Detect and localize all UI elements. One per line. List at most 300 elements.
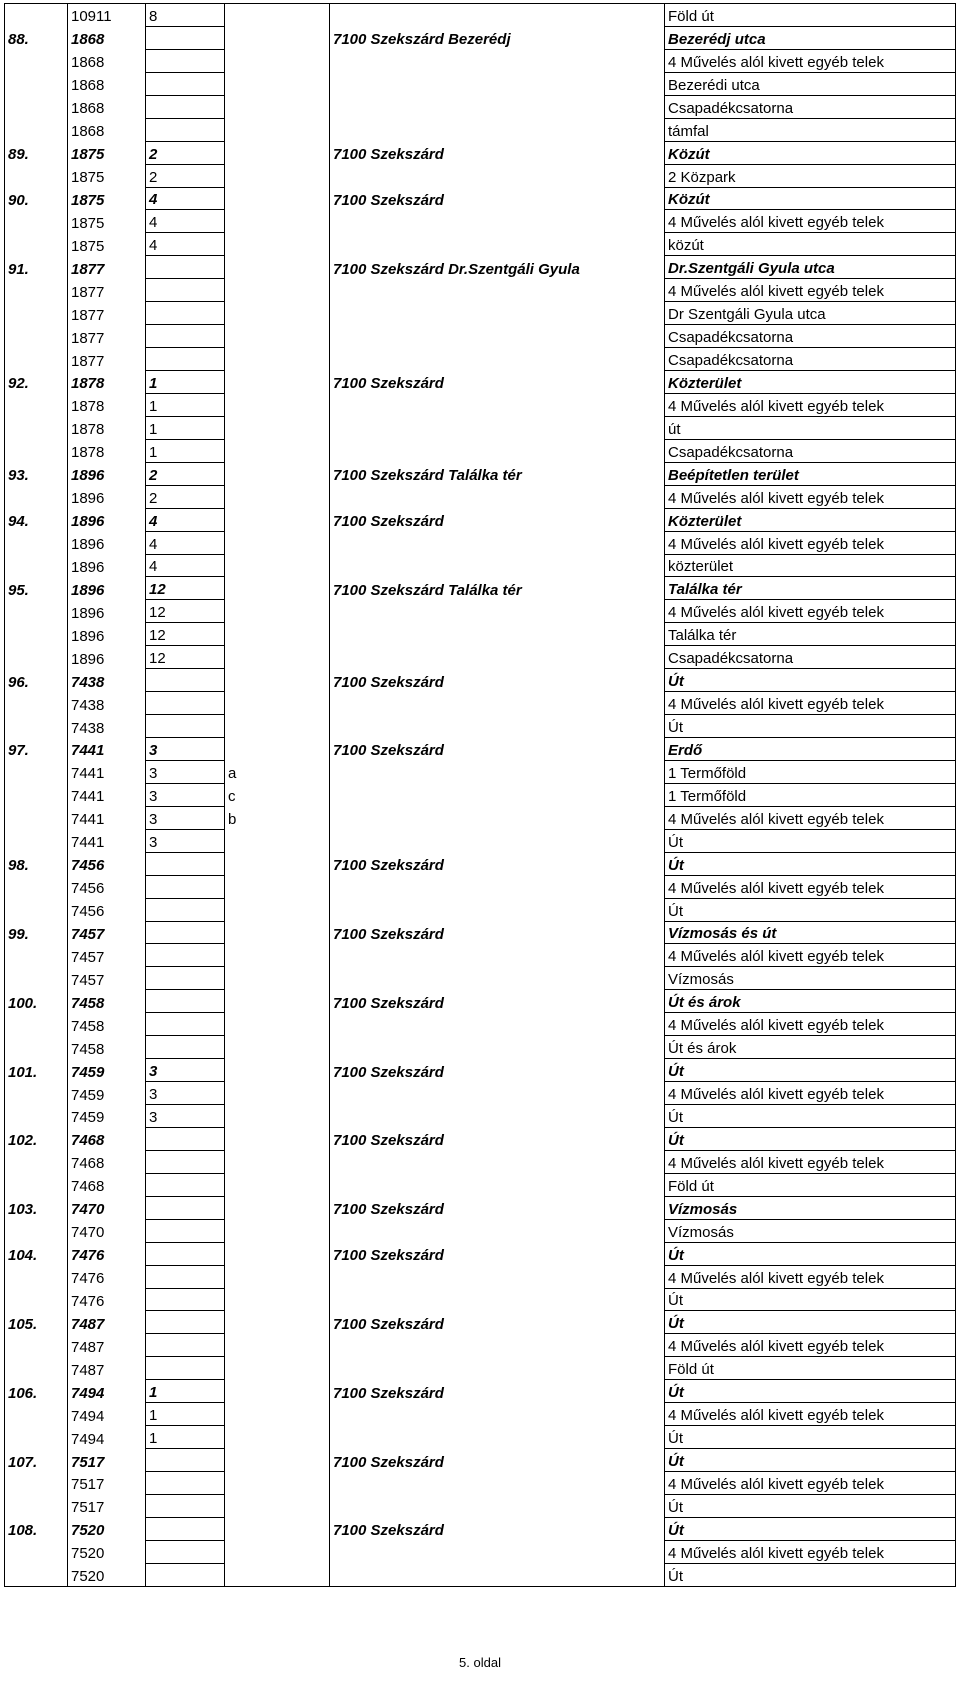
sub-number-cell: 1 (146, 1426, 225, 1449)
parcel-number-cell: 1878 (68, 416, 146, 439)
land-use-cell: 4 Művelés alól kivett egyéb telek (665, 531, 956, 554)
sub-letter-cell (225, 1540, 330, 1563)
address-cell (330, 875, 665, 898)
sub-number-cell: 1 (146, 1403, 225, 1426)
land-use-cell: 4 Művelés alól kivett egyéb telek (665, 1150, 956, 1173)
parcel-header-row (5, 1059, 956, 1082)
parcel-number-cell: 7458 (68, 990, 146, 1013)
parcel-detail-row (5, 1426, 956, 1449)
row-number-cell: 99. (5, 921, 68, 944)
sub-number-cell (146, 1357, 225, 1380)
land-use-cell: Csapadékcsatorna (665, 348, 956, 371)
sub-letter-cell (225, 1105, 330, 1128)
sub-letter-cell (225, 898, 330, 921)
sub-letter-cell (225, 1036, 330, 1059)
property-table (4, 3, 956, 1587)
sub-letter-cell (225, 1265, 330, 1288)
sub-number-cell: 3 (146, 1059, 225, 1082)
address-cell (330, 623, 665, 646)
parcel-detail-row (5, 829, 956, 852)
sub-number-cell: 12 (146, 600, 225, 623)
row-number-cell: 89. (5, 141, 68, 164)
parcel-detail-row (5, 531, 956, 554)
address-cell (330, 485, 665, 508)
row-number-cell (5, 1540, 68, 1563)
sub-number-cell (146, 944, 225, 967)
sub-number-cell (146, 49, 225, 72)
parcel-detail-row (5, 1403, 956, 1426)
parcel-header-row (5, 738, 956, 761)
address-cell (330, 1105, 665, 1128)
address-cell (330, 692, 665, 715)
land-use-cell: 1 Termőföld (665, 783, 956, 806)
parcel-number-cell: 1877 (68, 279, 146, 302)
parcel-number-cell: 1877 (68, 325, 146, 348)
parcel-header-row (5, 921, 956, 944)
address-cell: 7100 Szekszárd (330, 187, 665, 210)
parcel-number-cell: 7494 (68, 1403, 146, 1426)
sub-number-cell (146, 1173, 225, 1196)
sub-number-cell (146, 1036, 225, 1059)
address-cell: 7100 Szekszárd (330, 371, 665, 394)
sub-number-cell: 3 (146, 1082, 225, 1105)
sub-number-cell (146, 1472, 225, 1495)
sub-letter-cell (225, 600, 330, 623)
parcel-number-cell: 1868 (68, 95, 146, 118)
address-cell (330, 1357, 665, 1380)
row-number-cell (5, 875, 68, 898)
parcel-number-cell: 7441 (68, 738, 146, 761)
row-number-cell: 93. (5, 462, 68, 485)
sub-letter-cell (225, 531, 330, 554)
parcel-header-row (5, 26, 956, 49)
parcel-number-cell: 1896 (68, 646, 146, 669)
parcel-detail-row (5, 485, 956, 508)
sub-letter-cell: a (225, 760, 330, 783)
row-number-cell (5, 439, 68, 462)
parcel-detail-row (5, 1540, 956, 1563)
row-number-cell (5, 348, 68, 371)
land-use-cell: Közterület (665, 371, 956, 394)
land-use-cell: Út (665, 1449, 956, 1472)
parcel-detail-row (5, 325, 956, 348)
address-cell: 7100 Szekszárd (330, 1059, 665, 1082)
parcel-detail-row (5, 600, 956, 623)
parcel-detail-row (5, 898, 956, 921)
parcel-header-row (5, 669, 956, 692)
sub-number-cell: 1 (146, 439, 225, 462)
address-cell (330, 1540, 665, 1563)
land-use-cell: Csapadékcsatorna (665, 439, 956, 462)
sub-letter-cell (225, 1517, 330, 1540)
land-use-cell: 4 Művelés alól kivett egyéb telek (665, 1403, 956, 1426)
land-use-cell: 4 Művelés alól kivett egyéb telek (665, 692, 956, 715)
parcel-header-row (5, 141, 956, 164)
address-cell (330, 164, 665, 187)
sub-number-cell (146, 1334, 225, 1357)
parcel-detail-row (5, 302, 956, 325)
parcel-detail-row (5, 646, 956, 669)
address-cell: 7100 Szekszárd (330, 508, 665, 531)
parcel-detail-row (5, 1219, 956, 1242)
land-use-cell: Föld út (665, 4, 956, 27)
sub-letter-cell (225, 256, 330, 279)
sub-number-cell (146, 279, 225, 302)
parcel-number-cell: 7517 (68, 1449, 146, 1472)
parcel-detail-row (5, 715, 956, 738)
parcel-detail-row (5, 1173, 956, 1196)
sub-letter-cell (225, 646, 330, 669)
address-cell (330, 760, 665, 783)
address-cell (330, 1150, 665, 1173)
sub-number-cell: 4 (146, 233, 225, 256)
address-cell (330, 416, 665, 439)
sub-number-cell: 12 (146, 577, 225, 600)
address-cell (330, 1426, 665, 1449)
sub-number-cell (146, 1013, 225, 1036)
parcel-header-row (5, 371, 956, 394)
address-cell (330, 1173, 665, 1196)
sub-letter-cell (225, 1219, 330, 1242)
row-number-cell (5, 554, 68, 577)
land-use-cell: 4 Művelés alól kivett egyéb telek (665, 1540, 956, 1563)
parcel-number-cell: 1868 (68, 49, 146, 72)
sub-number-cell: 12 (146, 646, 225, 669)
sub-letter-cell (225, 554, 330, 577)
address-cell (330, 439, 665, 462)
sub-letter-cell (225, 1334, 330, 1357)
row-number-cell: 108. (5, 1517, 68, 1540)
parcel-detail-row (5, 967, 956, 990)
parcel-number-cell: 7457 (68, 921, 146, 944)
parcel-detail-row (5, 944, 956, 967)
sub-letter-cell (225, 95, 330, 118)
row-number-cell (5, 967, 68, 990)
row-number-cell (5, 1265, 68, 1288)
row-number-cell (5, 416, 68, 439)
sub-letter-cell (225, 1380, 330, 1403)
address-cell: 7100 Szekszárd (330, 669, 665, 692)
sub-number-cell: 4 (146, 531, 225, 554)
row-number-cell (5, 325, 68, 348)
row-number-cell (5, 806, 68, 829)
parcel-number-cell: 1875 (68, 141, 146, 164)
sub-letter-cell (225, 738, 330, 761)
parcel-detail-row (5, 623, 956, 646)
parcel-number-cell: 7438 (68, 669, 146, 692)
sub-letter-cell (225, 233, 330, 256)
sub-letter-cell (225, 852, 330, 875)
land-use-cell: Bezerédj utca (665, 26, 956, 49)
parcel-detail-row (5, 4, 956, 27)
parcel-number-cell: 1868 (68, 118, 146, 141)
land-use-cell: Csapadékcsatorna (665, 325, 956, 348)
row-number-cell (5, 1036, 68, 1059)
address-cell (330, 1265, 665, 1288)
land-use-cell: Föld út (665, 1173, 956, 1196)
land-use-cell: Vízmosás (665, 1219, 956, 1242)
parcel-detail-row (5, 1265, 956, 1288)
sub-number-cell (146, 72, 225, 95)
parcel-header-row (5, 187, 956, 210)
parcel-number-cell: 7457 (68, 967, 146, 990)
sub-number-cell (146, 325, 225, 348)
parcel-detail-row (5, 49, 956, 72)
parcel-number-cell: 1896 (68, 462, 146, 485)
row-number-cell (5, 760, 68, 783)
sub-letter-cell (225, 1426, 330, 1449)
property-table-body (5, 4, 956, 1587)
sub-letter-cell (225, 118, 330, 141)
address-cell (330, 1288, 665, 1311)
sub-letter-cell (225, 1127, 330, 1150)
sub-number-cell (146, 669, 225, 692)
land-use-cell: Találka tér (665, 577, 956, 600)
row-number-cell (5, 1013, 68, 1036)
row-number-cell (5, 783, 68, 806)
parcel-header-row (5, 577, 956, 600)
address-cell: 7100 Szekszárd (330, 1517, 665, 1540)
address-cell (330, 72, 665, 95)
land-use-cell: 4 Művelés alól kivett egyéb telek (665, 875, 956, 898)
land-use-cell: 4 Művelés alól kivett egyéb telek (665, 49, 956, 72)
parcel-number-cell: 7468 (68, 1150, 146, 1173)
sub-letter-cell (225, 1494, 330, 1517)
row-number-cell (5, 164, 68, 187)
sub-number-cell (146, 302, 225, 325)
address-cell (330, 554, 665, 577)
parcel-number-cell: 7456 (68, 875, 146, 898)
address-cell (330, 1036, 665, 1059)
land-use-cell: Út és árok (665, 1036, 956, 1059)
row-number-cell: 105. (5, 1311, 68, 1334)
land-use-cell: Út (665, 1517, 956, 1540)
land-use-cell: Vízmosás és út (665, 921, 956, 944)
sub-letter-cell (225, 715, 330, 738)
land-use-cell: Út (665, 1311, 956, 1334)
sub-number-cell: 4 (146, 187, 225, 210)
parcel-number-cell: 7494 (68, 1380, 146, 1403)
row-number-cell (5, 1357, 68, 1380)
address-cell: 7100 Szekszárd (330, 852, 665, 875)
sub-number-cell: 2 (146, 462, 225, 485)
parcel-number-cell: 7476 (68, 1288, 146, 1311)
sub-letter-cell (225, 508, 330, 531)
sub-letter-cell (225, 1288, 330, 1311)
land-use-cell: 4 Művelés alól kivett egyéb telek (665, 1472, 956, 1495)
parcel-number-cell: 7468 (68, 1173, 146, 1196)
parcel-number-cell: 1877 (68, 302, 146, 325)
parcel-detail-row (5, 164, 956, 187)
land-use-cell: Föld út (665, 1357, 956, 1380)
sub-letter-cell (225, 577, 330, 600)
parcel-header-row (5, 1242, 956, 1265)
parcel-number-cell: 1896 (68, 600, 146, 623)
address-cell (330, 531, 665, 554)
sub-letter-cell (225, 416, 330, 439)
parcel-detail-row (5, 783, 956, 806)
parcel-detail-row (5, 1105, 956, 1128)
sub-number-cell (146, 967, 225, 990)
parcel-number-cell: 7441 (68, 783, 146, 806)
land-use-cell: Út (665, 1288, 956, 1311)
parcel-detail-row (5, 806, 956, 829)
address-cell: 7100 Szekszárd Találka tér (330, 577, 665, 600)
parcel-number-cell: 7458 (68, 1013, 146, 1036)
parcel-detail-row (5, 72, 956, 95)
parcel-number-cell: 1896 (68, 485, 146, 508)
row-number-cell (5, 1173, 68, 1196)
parcel-number-cell: 1868 (68, 26, 146, 49)
sub-number-cell: 4 (146, 508, 225, 531)
parcel-number-cell: 1877 (68, 348, 146, 371)
sub-letter-cell (225, 485, 330, 508)
sub-number-cell: 8 (146, 4, 225, 27)
parcel-number-cell: 1868 (68, 72, 146, 95)
land-use-cell: Út (665, 669, 956, 692)
land-use-cell: 4 Művelés alól kivett egyéb telek (665, 806, 956, 829)
parcel-number-cell: 1875 (68, 187, 146, 210)
sub-letter-cell (225, 967, 330, 990)
sub-number-cell (146, 1196, 225, 1219)
land-use-cell: Út (665, 715, 956, 738)
sub-number-cell (146, 921, 225, 944)
sub-letter-cell (225, 72, 330, 95)
sub-number-cell (146, 990, 225, 1013)
parcel-number-cell: 7520 (68, 1540, 146, 1563)
row-number-cell: 107. (5, 1449, 68, 1472)
sub-letter-cell (225, 164, 330, 187)
row-number-cell (5, 279, 68, 302)
address-cell (330, 325, 665, 348)
sub-letter-cell: c (225, 783, 330, 806)
row-number-cell (5, 1150, 68, 1173)
parcel-number-cell: 1878 (68, 393, 146, 416)
address-cell: 7100 Szekszárd Dr.Szentgáli Gyula (330, 256, 665, 279)
sub-number-cell (146, 1311, 225, 1334)
parcel-number-cell: 7517 (68, 1494, 146, 1517)
sub-number-cell (146, 1265, 225, 1288)
sub-letter-cell (225, 187, 330, 210)
sub-number-cell (146, 852, 225, 875)
land-use-cell: 4 Művelés alól kivett egyéb telek (665, 279, 956, 302)
row-number-cell: 98. (5, 852, 68, 875)
address-cell (330, 1219, 665, 1242)
sub-letter-cell (225, 1196, 330, 1219)
parcel-number-cell: 7438 (68, 692, 146, 715)
land-use-cell: közút (665, 233, 956, 256)
sub-letter-cell (225, 990, 330, 1013)
row-number-cell (5, 118, 68, 141)
land-use-cell: Dr Szentgáli Gyula utca (665, 302, 956, 325)
sub-number-cell (146, 118, 225, 141)
address-cell (330, 49, 665, 72)
address-cell (330, 944, 665, 967)
parcel-number-cell: 7470 (68, 1196, 146, 1219)
row-number-cell (5, 1494, 68, 1517)
land-use-cell: 4 Művelés alól kivett egyéb telek (665, 1082, 956, 1105)
parcel-number-cell: 1896 (68, 531, 146, 554)
row-number-cell: 90. (5, 187, 68, 210)
parcel-number-cell: 7487 (68, 1357, 146, 1380)
land-use-cell: 4 Művelés alól kivett egyéb telek (665, 944, 956, 967)
parcel-detail-row (5, 118, 956, 141)
address-cell (330, 302, 665, 325)
address-cell (330, 210, 665, 233)
sub-letter-cell (225, 1013, 330, 1036)
land-use-cell: Út (665, 1059, 956, 1082)
sub-letter-cell (225, 26, 330, 49)
address-cell: 7100 Szekszárd (330, 1311, 665, 1334)
parcel-header-row (5, 1127, 956, 1150)
sub-letter-cell (225, 1449, 330, 1472)
parcel-number-cell: 1896 (68, 508, 146, 531)
land-use-cell: Út (665, 1563, 956, 1586)
sub-letter-cell (225, 1150, 330, 1173)
land-use-cell: 1 Termőföld (665, 760, 956, 783)
address-cell (330, 4, 665, 27)
parcel-header-row (5, 462, 956, 485)
parcel-number-cell: 7458 (68, 1036, 146, 1059)
row-number-cell (5, 233, 68, 256)
parcel-detail-row (5, 348, 956, 371)
row-number-cell: 96. (5, 669, 68, 692)
parcel-number-cell: 1896 (68, 577, 146, 600)
land-use-cell: Csapadékcsatorna (665, 646, 956, 669)
land-use-cell: Út (665, 852, 956, 875)
row-number-cell: 94. (5, 508, 68, 531)
sub-number-cell (146, 95, 225, 118)
sub-number-cell: 4 (146, 554, 225, 577)
page-number: 5. oldal (459, 1655, 501, 1670)
parcel-detail-row (5, 1472, 956, 1495)
sub-number-cell: 3 (146, 760, 225, 783)
parcel-number-cell: 7487 (68, 1334, 146, 1357)
address-cell (330, 715, 665, 738)
parcel-header-row (5, 1380, 956, 1403)
sub-letter-cell (225, 692, 330, 715)
parcel-number-cell: 7476 (68, 1242, 146, 1265)
sub-number-cell: 1 (146, 1380, 225, 1403)
row-number-cell (5, 829, 68, 852)
land-use-cell: 4 Művelés alól kivett egyéb telek (665, 600, 956, 623)
parcel-number-cell: 7487 (68, 1311, 146, 1334)
parcel-header-row (5, 508, 956, 531)
sub-number-cell (146, 875, 225, 898)
address-cell (330, 1563, 665, 1586)
sub-letter-cell (225, 921, 330, 944)
land-use-cell: Bezerédi utca (665, 72, 956, 95)
land-use-cell: Vízmosás (665, 1196, 956, 1219)
address-cell (330, 1403, 665, 1426)
parcel-number-cell: 7457 (68, 944, 146, 967)
land-use-cell: 4 Művelés alól kivett egyéb telek (665, 485, 956, 508)
parcel-number-cell: 7470 (68, 1219, 146, 1242)
parcel-number-cell: 7456 (68, 898, 146, 921)
land-use-cell: Út (665, 1105, 956, 1128)
row-number-cell (5, 898, 68, 921)
parcel-number-cell: 1875 (68, 233, 146, 256)
address-cell (330, 898, 665, 921)
sub-number-cell (146, 26, 225, 49)
row-number-cell (5, 1288, 68, 1311)
sub-number-cell: 2 (146, 485, 225, 508)
sub-letter-cell (225, 669, 330, 692)
row-number-cell: 104. (5, 1242, 68, 1265)
sub-letter-cell (225, 210, 330, 233)
sub-number-cell (146, 1242, 225, 1265)
sub-number-cell (146, 1219, 225, 1242)
